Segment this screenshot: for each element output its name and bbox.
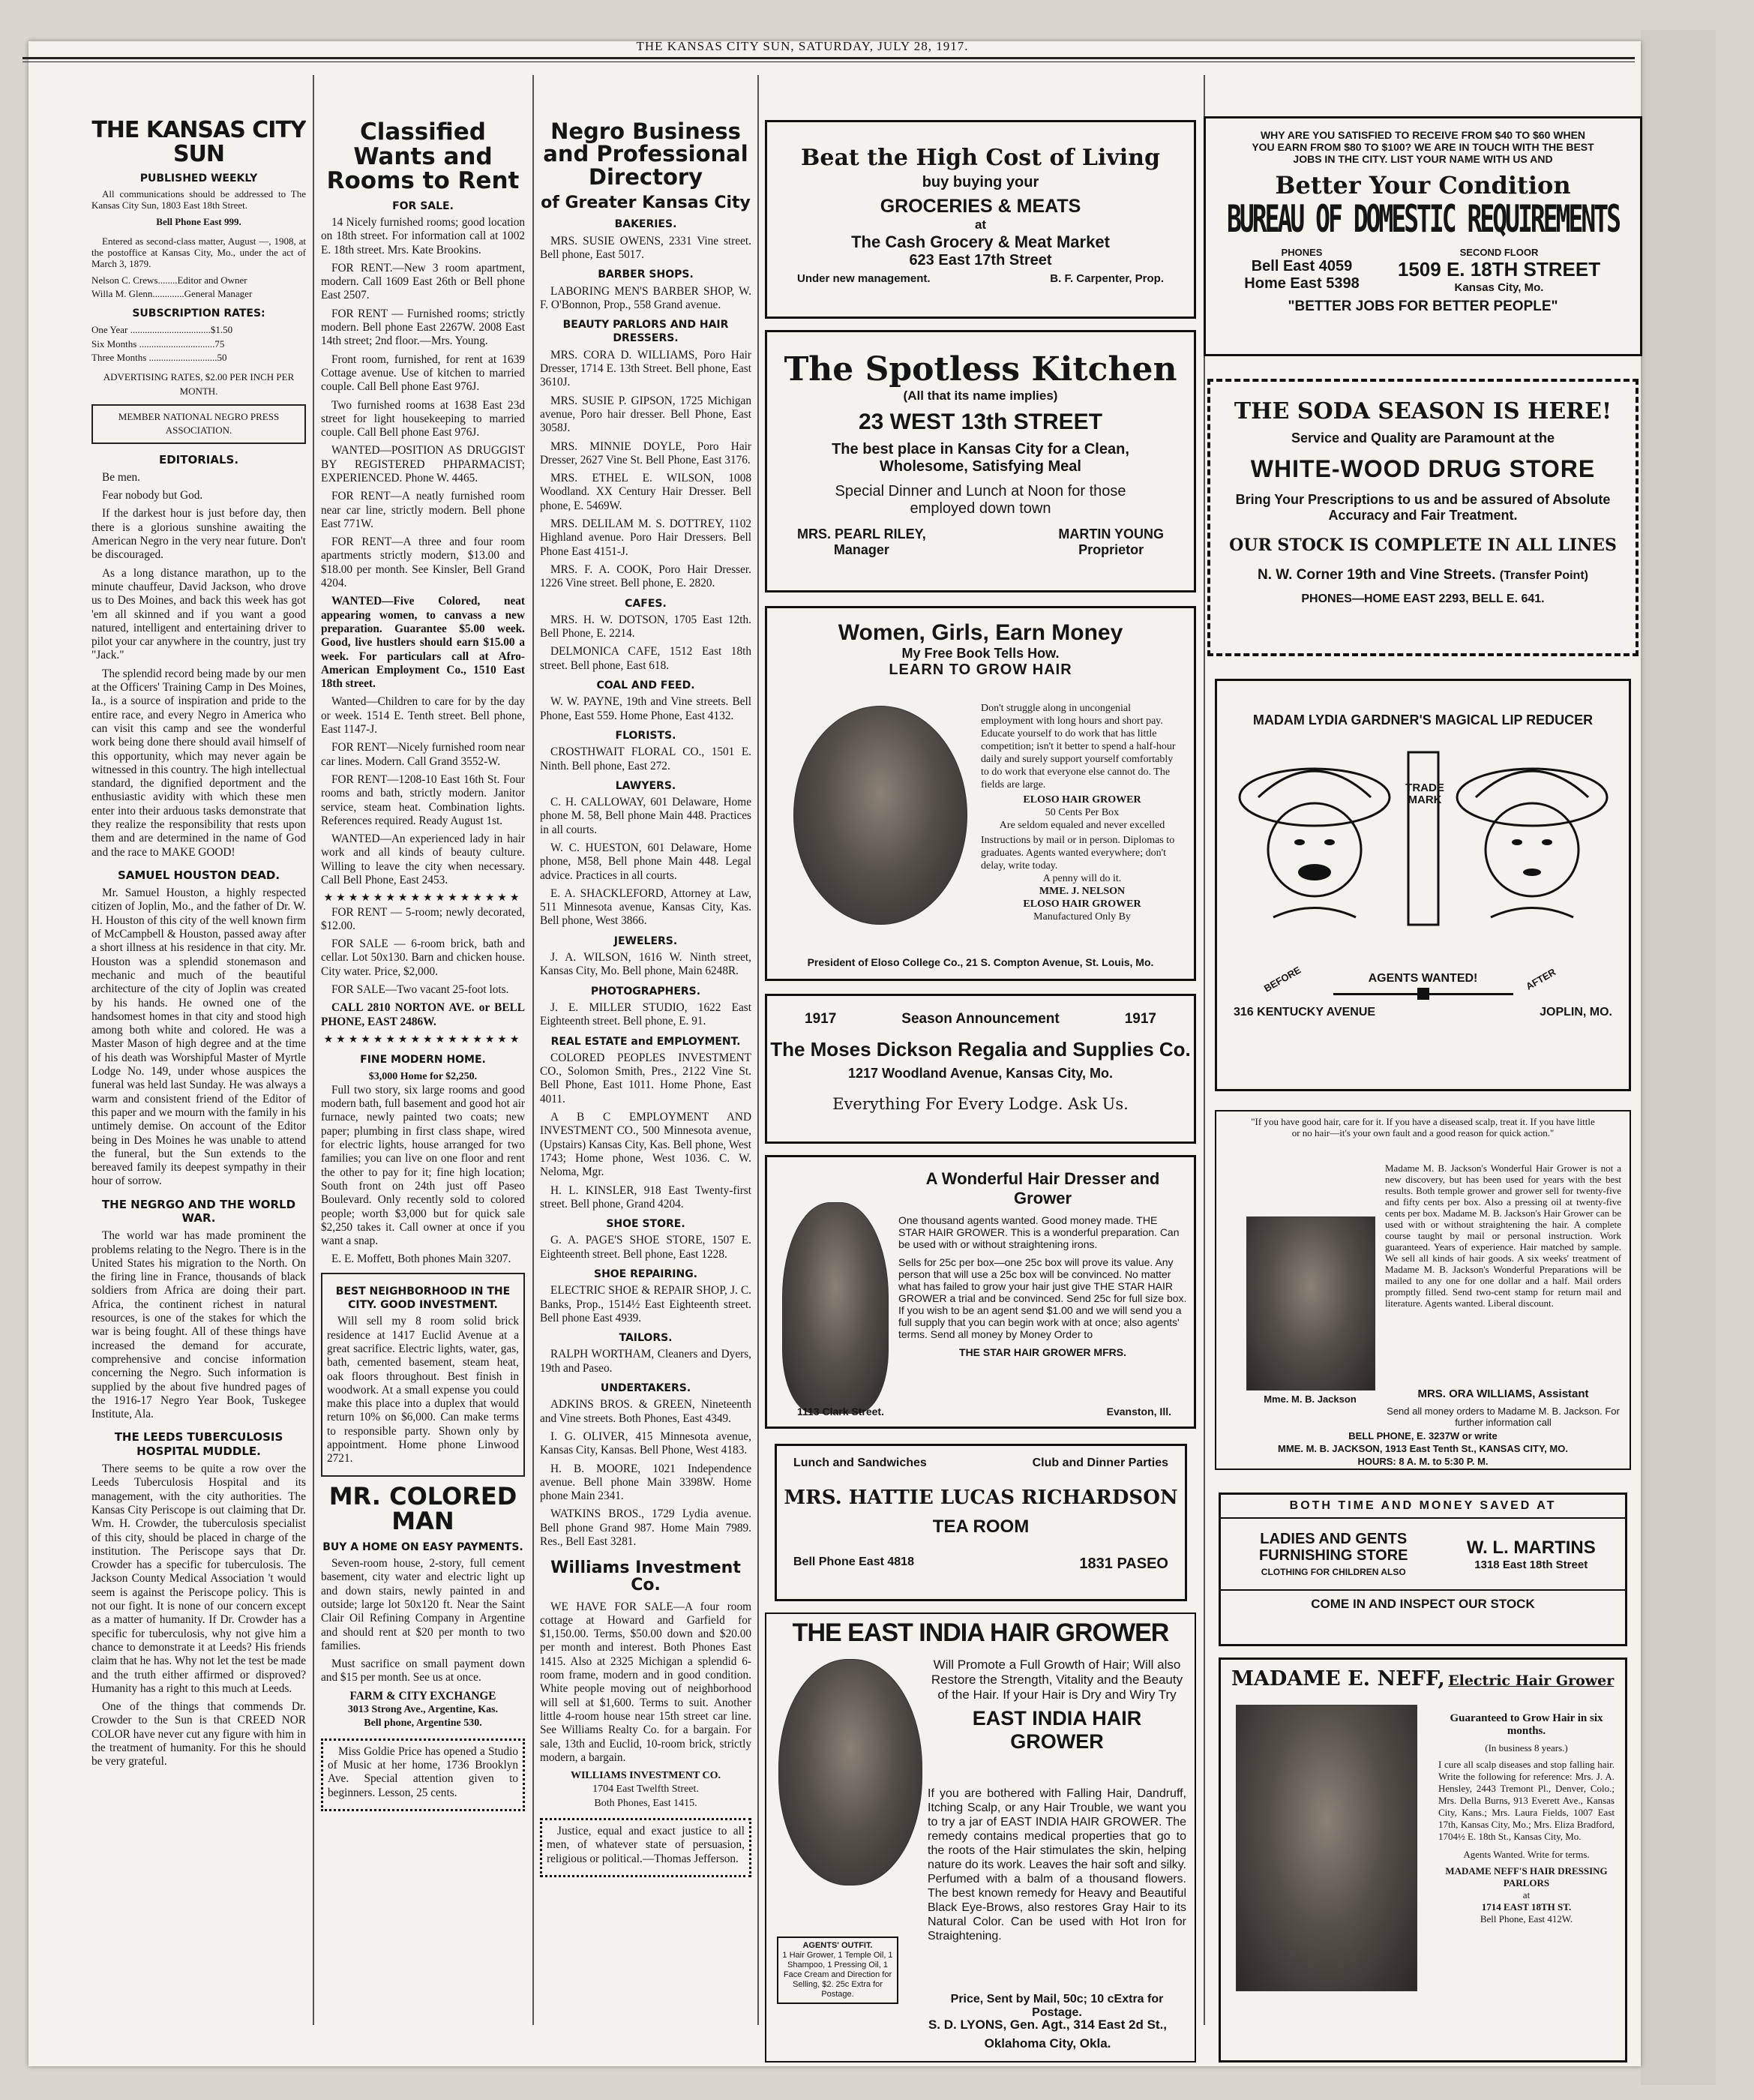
ad-text: Manager [833, 542, 889, 557]
ad-text: 316 KENTUCKY AVENUE [1234, 1006, 1376, 1018]
directory-title: Negro Business and Professional Directory [543, 118, 748, 190]
ad-text: 1509 E. 18TH STREET [1397, 258, 1601, 280]
directory-entry: MRS. ETHEL E. WILSON, 1008 Woodland. XX Century Hair Dresser. Bell phone, E. 5469W. [540, 472, 751, 512]
directory-entry: MRS. CORA D. WILLIAMS, Poro Hair Dresser, 1714 E. 13th Street. Bell phone, East 3610J. [540, 348, 751, 389]
bordered-ad: FOR SALE—Two vacant 25-foot lots. [331, 983, 509, 997]
ad-madame-neff [1219, 1658, 1627, 2062]
ad-title: The Spotless Kitchen [784, 350, 1177, 388]
before-face-icon [1240, 769, 1390, 917]
ad-text: MME. M. B. JACKSON, 1913 East Tenth St., KANSAS CITY, MO. [1278, 1443, 1568, 1454]
ad-text: The Cash Grocery & Meat Market [851, 232, 1110, 251]
ad-text: COME IN AND INSPECT OUR STOCK [1221, 1589, 1625, 1618]
trademark-frame [1408, 752, 1438, 925]
ad-text: Madame M. B. Jackson's Wonderful Hair Grower is not a new discovery, but has been used for years with the best results. Both temple grower and grower sell for twenty-five and fifty cents per box. Also a pressing oil at twenty-five cents per box. Madame M. B. Jackson's Hair Grower can be used with or without straightening the hair. A complete course taught by mail or personal instruction. Work guaranteed. Years of experience. Hair matched by sample. We sell all kinds of hair goods. A six weeks' treatment of Madame M. B. Jackson's Wonderful Preparations will be mailed to any one for one dollar and a half. Mail orders promptly filled. Send two-cent stamp for return mail and literature. Agents wanted. Liberal discount. [1385, 1162, 1621, 1309]
directory-entry: MRS. DELILAM M. S. DOTTREY, 1102 Highland avenue. Poro Hair Dressers. Bell Phone East 4151-J. [540, 518, 751, 558]
ad-text: CLOTHING FOR CHILDREN ALSO [1261, 1567, 1406, 1577]
ad-text: SECOND FLOOR [1459, 247, 1539, 258]
directory-entry: CROSTHWAIT FLORAL CO., 1501 E. Ninth. Bell phone, East 272. [540, 746, 751, 772]
ad-jackson-hair [1215, 1110, 1631, 1470]
ad-text: Everything For Every Lodge. Ask Us. [832, 1095, 1129, 1113]
editorials-heading: EDITORIALS. [158, 452, 239, 466]
ad-text: Instructions by mail or in person. Diplomas to graduates. Agents wanted everywhere; don't delay, write today. [981, 835, 1175, 872]
ad-text: MARTIN YOUNG [1058, 526, 1164, 542]
best-neighborhood-heading: BEST NEIGHBORHOOD IN THE CITY. GOOD INVESTMENT. [335, 1285, 511, 1312]
ad-text: 50 Cents Per Box [1045, 807, 1120, 818]
classified-ad: WANTED—Five Colored, neat appearing women, to canvass a new preparation. Guarantee $5.00 week. Good, live hustlers should earn $15.00 a week. For particulars call at Afro-American Employment Co., 1510 East 18th street. [321, 595, 525, 691]
ad-text: 1217 Woodland Avenue, Kansas City, Mo. [847, 1066, 1114, 1081]
directory-entry: MRS. H. W. DOTSON, 1705 East 12th. Bell Phone, E. 2214. [540, 613, 751, 640]
ad-text: MRS. ORA WILLIAMS, Assistant [1417, 1388, 1589, 1400]
ad-text: If you are bothered with Falling Hair, Dandruff, Itching Scalp, or any Hair Trouble, we want you to try a jar of EAST INDIA HAIR GROWER. The remedy contains medical properties that go to the roots of the Hair stimulates the skin, helping nature do its work. Leaves the hair soft and silky. Perfumed with a balm of a thousand flowers. The best known remedy for Heavy and Beautiful Black Eye-Brows, also restores Gray Hair to its Natural Color. Can be used with Hot Iron for Straightening. [928, 1787, 1186, 1942]
divider-ornament [1333, 993, 1513, 995]
ad-text: Price, Sent by Mail, 50c; 10 cExtra for Postage. [950, 1993, 1164, 2019]
ad-text: WHY ARE YOU SATISFIED TO RECEIVE FROM $40 TO $60 WHEN YOU EARN FROM $80 TO $100? WE ARE IN TOUCH WITH THE BEST JOBS IN THE CITY. LIST YOUR NAME WITH US AND [1252, 129, 1594, 165]
ad-text: Agents Wanted. Write for terms. [1463, 1849, 1590, 1860]
ad-text: Special Dinner and Lunch at Noon for those employed down town [835, 483, 1126, 517]
hair-model-photo [782, 1202, 889, 1414]
ad-bureau-domestic [1204, 116, 1642, 356]
section-bakeries: BAKERIES. [614, 218, 677, 231]
classified-ad: Front room, furnished, for rent at 1639 Cottage avenue. Use of kitchen to married couple. Call Bell phone East 976J. [321, 352, 525, 394]
ad-text: (Transfer Point) [1499, 569, 1588, 582]
entered-note: Entered as second-class matter, August —, 1908, at the postoffice at Kansas City, Mo., under the act of March 3, 1879. [91, 235, 306, 269]
williams-addr: 1704 East Twelfth Street. [592, 1784, 699, 1796]
column-rule [757, 75, 759, 2025]
ad-title: MRS. HATTIE LUCAS RICHARDSON [784, 1486, 1178, 1509]
ad-tea-room [775, 1444, 1187, 1601]
fine-home-sign: E. E. Moffett, Both phones Main 3207. [331, 1252, 511, 1266]
colored-man-text-2: Must sacrifice on small payment down and $15 per month. See us at once. [321, 1658, 525, 1684]
column-directory [540, 74, 751, 2016]
leeds-heading: THE LEEDS TUBERCULOSIS HOSPITAL MUDDLE. [114, 1430, 283, 1458]
masthead-rule [22, 57, 1635, 59]
directory-entry: E. A. SHACKLEFORD, Attorney at Law, 511 Minnesota avenue, Kansas City, Kas. Bell phone, West 3866. [540, 886, 751, 928]
directory-entry: A B C EMPLOYMENT AND INVESTMENT CO., 500 Minnesota avenue, (Upstairs) Kansas City, Kas. Bell phone, West 1743; Home phone, West 1036. C. W. Neloma, Mgr. [540, 1111, 751, 1179]
section-real-estate: REAL ESTATE and EMPLOYMENT. [550, 1035, 741, 1048]
classified-ad: WANTED—An experienced lady in hair work and all kinds of beauty culture. Willing to leave the city when necessary. Call Bell Phone, East 2453. [321, 832, 525, 886]
ad-text: (In business 8 years.) [1485, 1742, 1568, 1754]
ad-title: THE EAST INDIA HAIR GROWER [792, 1618, 1169, 1647]
directory-entry: J. E. MILLER STUDIO, 1622 East Eighteenth street. Bell phone, E. 91. [540, 1000, 751, 1028]
leeds-article-2: One of the things that commends Dr. Crowder to the Sun is that CREED NOR COLOR have never cut any figure with him in the treatment of humanity. For this he should be very grateful. [91, 1700, 306, 1768]
ad-text: Home East 5398 [1244, 275, 1360, 292]
ad-text: LADIES AND GENTS FURNISHING STORE [1258, 1531, 1408, 1564]
directory-entry: MRS. SUSIE P. GIPSON, 1725 Michigan avenue, Poro hair dresser. Bell Phone, East 3058J. [540, 394, 751, 435]
rate-one-year: One Year .................................$1.50 [91, 324, 233, 336]
ad-title: Beat the High Cost of Living [801, 145, 1160, 171]
classified-ad: FOR RENT—Nicely furnished room near car lines. Modern. Call Grand 3552-W. [321, 741, 525, 768]
ad-east-india [765, 1612, 1196, 2062]
ad-title: THE SODA SEASON IS HERE! [1234, 398, 1612, 424]
ad-text: President of Eloso College Co., 21 S. Compton Avenue, St. Louis, Mo. [807, 956, 1154, 968]
farm-exchange-phone: Bell phone, Argentine 530. [364, 1718, 482, 1730]
ad-text: THE STAR HAIR GROWER MFRS. [959, 1346, 1126, 1358]
ad-text: PHONES [1281, 247, 1323, 258]
ad-lip-reducer [1215, 679, 1631, 1091]
ad-text: "BETTER JOBS FOR BETTER PEOPLE" [1288, 298, 1558, 314]
directory-entry: ELECTRIC SHOE & REPAIR SHOP, J. C. Banks, Prop., 1514½ East Eighteenth street. Bell phone East 4939. [540, 1284, 751, 1324]
star-border: ★★★★★★★★★★★★★★★★ [323, 1034, 523, 1046]
ad-text: I cure all scalp diseases and stop falling hair. Write the following for reference: Mrs. J. A. Hensley, 2443 Tremont Pl., Denver, Colo.; Mrs. Della Burns, 913 Everett Ave., Kansas City, Kans.; Mrs. Laura Fields, 1007 East 17th, Kansas City, Mo.; Mrs. Eliza Bradford, 1704½ E. 18th St., Kansas City, Mo. [1438, 1759, 1615, 1842]
ad-text: 623 East 17th Street [909, 252, 1052, 268]
bordered-ad: CALL 2810 NORTON AVE. or BELL PHONE, EAST 2486W. [321, 1001, 525, 1028]
section-jewelers: JEWELERS. [613, 934, 678, 947]
ad-text: Club and Dinner Parties [1032, 1456, 1168, 1469]
ad-text: MRS. PEARL RILEY, [797, 526, 926, 542]
ad-moses-dickson [765, 994, 1196, 1144]
section-barber: BARBER SHOPS. [598, 268, 694, 281]
section-photographers: PHOTOGRAPHERS. [590, 985, 701, 998]
section-florists: FLORISTS. [615, 729, 676, 742]
ad-white-wood-drug [1207, 379, 1639, 656]
colored-man-text: Seven-room house, 2-story, full cement basement, city water and electric light up and down stairs, newly painted in and outside; large lot 50x120 ft. Near the Saint Clair Oil Refining Company in Argentine and should rent at $20 per month to two families. [321, 1557, 525, 1652]
directory-entry: I. G. OLIVER, 415 Minnesota avenue, Kansas City, Kansas. Bell Phone, West 4183. [540, 1430, 751, 1457]
ad-text: WHITE-WOOD DRUG STORE [1250, 455, 1596, 482]
ad-text: A penny will do it. [1042, 873, 1122, 884]
address-note: All communications should be addressed to The Kansas City Sun, 1803 East 18th Street. [91, 188, 306, 212]
paper-title: THE KANSAS CITY SUN [91, 117, 306, 167]
ad-text: W. L. MARTINS [1466, 1537, 1596, 1558]
ad-text: S. D. LYONS, Gen. Agt., 314 East 2d St., [928, 2018, 1168, 2032]
war-article: The world war has made prominent the problems relating to the Negro. There is in the United States his migration to the North. On the firing line in France, thousands of black soldiers from Africa are doing their part. Africa, the continent richest in natural resources, is one of the stakes for which the war is being fought. All of these things have increased the demand for accurate, comprehensive and concise information concerning the Negro. Such information is supplied by the about five hundred pages of the 1916-17 Negro Year Book, Tuskegee Institute, Ala. [91, 1229, 306, 1421]
colored-man-heading: MR. COLORED MAN [328, 1481, 517, 1536]
directory-entry: COLORED PEOPLES INVESTMENT CO., Solomon Smith, Pres., 2122 Vine St. Bell Phone, East 1011. Home Phone, East 4011. [540, 1051, 751, 1106]
ad-text: B. F. Carpenter, Prop. [1050, 272, 1164, 285]
ad-text: at [1522, 1889, 1531, 1900]
williams-phone: Both Phones, East 1415. [594, 1797, 697, 1809]
rate-three-months: Three Months ............................50 [91, 352, 227, 364]
ad-text: EAST INDIA HAIR GROWER [972, 1707, 1142, 1753]
ad-text: GROCERIES & MEATS [880, 196, 1081, 217]
directory-entry: LABORING MEN'S BARBER SHOP, W. F. O'Bonnon, Prop., 558 Grand avenue. [540, 284, 751, 311]
ad-text: 1917 [1124, 1011, 1156, 1027]
ad-text: Lunch and Sandwiches [793, 1456, 927, 1469]
classified-ad: FOR RENT.—New 3 room apartment, modern. Call 1609 East 26th or Bell phone East 2507. [321, 261, 525, 302]
ad-text: Service and Quality are Paramount at the [1291, 430, 1555, 446]
masthead: THE KANSAS CITY SUN, SATURDAY, JULY 28, 1917. [636, 39, 969, 53]
directory-entry: W. W. PAYNE, 19th and Vine streets. Bell Phone, East 559. Home Phone, East 4132. [540, 695, 751, 722]
directory-entry: C. H. CALLOWAY, 601 Delaware, Home phone M. 58, Bell phone Main 448. Practices in all courts. [540, 796, 751, 836]
ad-text: The best place in Kansas City for a Clean, Wholesome, Satisfying Meal [832, 441, 1129, 475]
section-cafes: CAFES. [625, 597, 667, 610]
ad-text: TEA ROOM [932, 1516, 1030, 1537]
ad-title: MADAME E. NEFF, [1231, 1667, 1445, 1690]
column-rule [532, 75, 534, 2025]
directory-entry: H. B. MOORE, 1021 Independence avenue. Bell phone Main 3398W. Home phone Main 2341. [540, 1462, 751, 1503]
staff-editor: Nelson C. Crews........Editor and Owner [91, 274, 247, 286]
classified-ad: FOR RENT—A three and four room apartments strictly modern, $13.00 and $18.00 per month. See Kinsler, Bell Grand 4204. [321, 536, 525, 590]
ad-text: TRADE MARK [1405, 782, 1444, 806]
ad-text: 23 WEST 13th STREET [858, 410, 1103, 434]
star-border: ★★★★★★★★★★★★★★★★ [323, 892, 523, 904]
ad-text: AGENTS' OUTFIT. [802, 1941, 873, 1950]
ad-title: MADAM LYDIA GARDNER'S MAGICAL LIP REDUCER [1252, 712, 1594, 728]
classified-ad: FOR RENT—A neatly furnished room near car line, strictly modern. Bell phone East 771W. [321, 490, 525, 530]
ad-text: AGENTS WANTED! [1368, 972, 1478, 985]
nelson-portrait [793, 706, 967, 925]
directory-subtitle: of Greater Kansas City [541, 194, 751, 213]
before-after-illustration [1228, 737, 1618, 962]
published-weekly: PUBLISHED WEEKLY [139, 172, 258, 184]
ad-text: Guaranteed to Grow Hair in six months. [1450, 1712, 1603, 1737]
ad-title: The Moses Dickson Regalia and Supplies Co. [770, 1038, 1191, 1060]
ad-text: Under new management. [797, 272, 931, 285]
ad-text: buy buying your [922, 174, 1039, 190]
editorial-paragraph: If the darkest hour is just before day, then there is a glorious sunshine awaiting the American Negro in the very near future. Don't be discouraged. [91, 507, 306, 562]
classified-ad: Wanted—Children to care for by the day or week. 1514 E. Tenth street. Bell phone, East 1147-J. [321, 695, 525, 736]
editorial-paragraph: As a long distance marathon, up to the minute chauffeur, David Jackson, who drove us to Des Moines, and back this week has got 'em all skinned and if you want a good natured, intelligent and entertaining driver to pilot your car anywhere in the country, just try "Jack." [91, 566, 306, 662]
ad-text: Bell Phone East 4818 [793, 1556, 914, 1568]
directory-entry: MRS. F. A. COOK, Poro Hair Dresser. 1226 Vine street. Bell phone, E. 2820. [540, 562, 751, 590]
ad-text: PHONES—HOME EAST 2293, BELL E. 641. [1301, 592, 1545, 605]
bordered-ad: FOR RENT — 5-room; newly decorated, $12.00. [321, 905, 525, 932]
ad-text: AFTER [1524, 966, 1558, 992]
ad-text: Bring Your Prescriptions to us and be assured of Absolute Accuracy and Fair Treatment. [1235, 492, 1611, 523]
ad-text: 1 Hair Grower, 1 Temple Oil, 1 Shampoo, 1 Pressing Oil, 1 Face Cream and Direction for Selling, $2. 25c Extra for Postage. [782, 1951, 893, 1999]
directory-entry: RALPH WORTHAM, Cleaners and Dyers, 19th and Paseo. [540, 1348, 751, 1375]
advertising-rates: ADVERTISING RATES, $2.00 PER INCH PER MONTH. [103, 371, 295, 397]
ad-text: BUREAU OF DOMESTIC REQUIREMENTS [1227, 196, 1619, 241]
section-shoe-repair: SHOE REPAIRING. [593, 1268, 698, 1280]
ad-text: 1714 EAST 18TH ST. [1481, 1901, 1572, 1912]
ad-text: MADAME NEFF'S HAIR DRESSING PARLORS [1445, 1865, 1608, 1888]
ad-text: Don't struggle along in uncongenial employment with long hours and short pay. Educate yourself to do work that has little competition; isn't it better to spend a half-hour daily and surely support yourself comfortably to do work that everyone else cannot do. The fields are large. [981, 703, 1176, 790]
for-sale-heading: FOR SALE. [392, 200, 454, 212]
bordered-ad: FOR SALE — 6-room brick, bath and cellar. Lot 50x130. Barn and chicken house. City water. Price, $2,000. [321, 938, 525, 978]
ad-text: 1113 Clark Street. [797, 1406, 884, 1418]
editorial-paragraph: Be men. [102, 470, 140, 484]
section-beauty: BEAUTY PARLORS AND HAIR DRESSERS. [562, 319, 729, 345]
ad-text: OUR STOCK IS COMPLETE IN ALL LINES [1229, 536, 1617, 555]
ad-text: HOURS: 8 A. M. to 5:30 P. M. [1357, 1456, 1489, 1467]
directory-entry: DELMONICA CAFE, 1512 East 18th street. Bell phone, East 618. [540, 645, 751, 672]
directory-entry: WATKINS BROS., 1729 Lydia avenue. Bell phone Grand 987. Home Main 7989. Res., Bell East 3281. [540, 1508, 751, 1549]
section-undertakers: UNDERTAKERS. [600, 1382, 691, 1395]
subscription-rates-heading: SUBSCRIPTION RATES: [132, 308, 265, 320]
ad-text: My Free Book Tells How. [901, 646, 1060, 661]
page-spine [1641, 30, 1716, 2085]
directory-entry: H. L. KINSLER, 918 East Twenty-first street. Bell phone, Grand 4204. [540, 1184, 751, 1210]
ad-text: Evanston, Ill. [1106, 1406, 1171, 1418]
ad-spotless-kitchen [765, 330, 1196, 592]
directory-entry: W. C. HUESTON, 601 Delaware, Home phone, M58, Bell phone Main 448. Legal advice. Practices in all courts. [540, 841, 751, 882]
ad-text: ELOSO HAIR GROWER [1023, 794, 1141, 806]
directory-entry: G. A. PAGE'S SHOE STORE, 1507 E. Eighteenth street. Bell phone, East 1228. [540, 1234, 751, 1261]
ad-text: Kansas City, Mo. [1454, 281, 1544, 294]
ad-text: at [974, 218, 987, 232]
ad-text: Mme. M. B. Jackson [1264, 1394, 1357, 1405]
staff-manager: Willa M. Glenn.............General Manager [91, 287, 253, 299]
ad-text: Electric Hair Grower [1448, 1672, 1615, 1689]
classified-ad: FOR RENT — Furnished rooms; strictly modern. Bell phone East 2267W. 2008 East 14th street; 2nd floor.—Mrs. Young. [321, 307, 525, 348]
ad-text: Manufactured Only By [1033, 911, 1131, 922]
classified-ad: FOR RENT—1208-10 East 16th St. Four rooms and bath, strictly modern. Janitor service, steam heat. Combination lights. References required. Ready August 1st. [321, 772, 525, 827]
classified-ad: 14 Nicely furnished rooms; good location on 18th street. For information call at 1002 E. 18th street. Mrs. Kate Brookins. [321, 215, 525, 256]
ad-text: Send all money orders to Madame M. B. Jackson. For further information call [1387, 1406, 1620, 1428]
colored-man-sub: BUY A HOME ON EASY PAYMENTS. [322, 1540, 523, 1553]
section-tailors: TAILORS. [619, 1332, 673, 1345]
member-box: MEMBER NATIONAL NEGRO PRESS ASSOCIATION. [91, 404, 306, 444]
ad-text: Will Promote a Full Growth of Hair; Will also Restore the Strength, Vitality and the Beauty of the Hair. If your Hair is Dry and Wiry Try [931, 1658, 1183, 1702]
classified-title: Classified Wants and Rooms to Rent [326, 118, 520, 195]
ad-text: 1831 PASEO [1079, 1556, 1168, 1572]
directory-entry: MRS. SUSIE OWENS, 2331 Vine street. Bell phone, East 5017. [540, 234, 751, 261]
ad-text: Season Announcement [901, 1011, 1060, 1027]
ad-text: LEARN TO GROW HAIR [889, 662, 1072, 678]
ad-text: ELOSO HAIR GROWER [1023, 898, 1141, 910]
ad-text: 1318 East 18th Street [1474, 1558, 1588, 1571]
section-shoe-store: SHOE STORE. [606, 1218, 685, 1231]
houston-article: Mr. Samuel Houston, a highly respected citizen of Joplin, Mo., and the father of Dr. W. H. Houston of this city of the well known firm of McCampbell & Houston, passed away after a short illness at his residence in that city. Mr. Houston was a splendid stonemason and mechanic and much of the beautiful architecture of the city of Joplin was created by his hands. He owned one of the handsomest homes in that city and stood high among both white and colored. He was a Master Mason of high degree and at the time of his death was Worshipful Master of Myrtle Lodge No. 149, under whose auspices the funeral was held last Sunday. He was always a warm and consistent friend of the Editor of this paper and we mourn with the family in his untimely demise. On account of the Editor being in Des Moines he was unable to attend the funeral, but the Sun extends to the bereaved family its deepest sympathy in their hour of sorrow. [91, 886, 306, 1188]
ad-text: N. W. Corner 19th and Vine Streets. [1258, 567, 1496, 583]
rate-six-months: Six Months ...............................75 [91, 338, 225, 350]
fine-home-heading: FINE MODERN HOME. [360, 1054, 486, 1066]
ad-eloso-hair [765, 606, 1196, 981]
ad-text: Bell East 4059 [1251, 258, 1353, 274]
ad-text: "If you have good hair, care for it. If you have a diseased scalp, treat it. If you have little or no hair—it's your own fault and a good reason for quick action." [1251, 1116, 1595, 1138]
williams-name: WILLIAMS INVESTMENT CO. [570, 1770, 721, 1782]
ad-text: One thousand agents wanted. Good money made. THE STAR HAIR GROWER. This is a wonderful preparation. Can be used with or without straightening irons. [898, 1214, 1180, 1250]
section-coal: COAL AND FEED. [596, 680, 695, 692]
section-lawyers: LAWYERS. [615, 779, 676, 792]
ad-title: A Wonderful Hair Dresser and Grower [925, 1169, 1160, 1208]
ad-title: Better Your Condition [1275, 171, 1571, 200]
classified-ad: WANTED—POSITION AS DRUGGIST BY REGISTERED PHPARMACIST; EXPERIENCED. Phone W. 4465. [321, 444, 525, 484]
ad-text: BELL PHONE, E. 3237W or write [1348, 1430, 1498, 1442]
column-rule [313, 75, 314, 2025]
goldie-price-notice: Miss Goldie Price has opened a Studio of Music at her home, 1736 Brooklyn Ave. Special attention given to beginners. Lesson, 25 cents. [328, 1744, 518, 1799]
classified-ad: Two furnished rooms at 1638 East 23d street for light housekeeping to married couple. Call Bell phone East 976J. [321, 398, 525, 440]
directory-entry: MRS. MINNIE DOYLE, Poro Hair Dresser, 2627 Vine St. Bell Phone, East 3176. [540, 440, 751, 466]
jackson-portrait [1246, 1216, 1375, 1390]
ad-text: JOPLIN, MO. [1540, 1006, 1612, 1018]
directory-entry: ADKINS BROS. & GREEN, Nineteenth and Vine streets. Both Phones, East 4349. [540, 1398, 751, 1425]
ad-text: MME. J. NELSON [1039, 886, 1126, 897]
column-rule [1204, 75, 1205, 2025]
fine-home-text: Full two story, six large rooms and good modern bath, full basement and good hot air furnace, newly painted two coats; new paper; plumbing in first class shape, wired for electric lights, house arranged for two families; you can live on one floor and rent the other to pay for it; fine high location; South front on 24th just off Paseo Boulevard. Only recently sold to colored people; worth $3,000 but for quick sale $2,250 takes it. Call owner at once if you want a snap. [321, 1083, 525, 1248]
editorial-paragraph: Fear nobody but God. [102, 489, 203, 502]
ad-text: 1917 [805, 1011, 837, 1027]
war-heading: THE NEGRGO AND THE WORLD WAR. [101, 1197, 296, 1225]
ad-text: Oklahoma City, Okla. [984, 2036, 1111, 2050]
column-editorial [91, 74, 306, 2016]
farm-exchange: FARM & CITY EXCHANGE [349, 1689, 496, 1702]
ad-text: Bell Phone, East 412W. [1480, 1913, 1573, 1924]
ad-title: Women, Girls, Earn Money [838, 620, 1123, 645]
ad-text: Sells for 25c per box—one 25c box will prove its value. Any person that will use a 25c box will be convinced. No matter what has failed to grow your hair just give THE STAR HAIR GROWER a trial and be convinced. Send 25c for full size box. If you wish to be an agent send $1.00 and we will send you a full supply that you can begin work with at once; also agents' terms. Send all money by Money Order to [898, 1256, 1187, 1340]
ad-martins-store [1219, 1492, 1627, 1646]
williams-investment-heading: Williams Investment Co. [550, 1558, 741, 1595]
east-india-model-photo [778, 1659, 922, 1886]
farm-exchange-addr: 3013 Strong Ave., Argentine, Kas. [347, 1704, 499, 1716]
ad-text: Are seldom equaled and never excelled [999, 820, 1165, 831]
editorial-paragraph: The splendid record being made by our men at the Officers' Training Camp in Des Moines, Ia., is a source of inspiration and pride to the entire race, and every Negro in America who can visit this camp and see the wonderful work being done there should avail himself of this opportunity, which may never again be witnessed in this country. The high intellectual standard, the dignified deportment and the enthusiastic avidity with which these men enter into their arduous tasks demonstrate that they realize the responsibility that rests upon them and are determined in the name of God and the race to MAKE GOOD! [91, 667, 306, 859]
ad-star-hair-grower [765, 1155, 1196, 1429]
leeds-article: There seems to be quite a row over the Leeds Tuberculosis Hospital and its management, with the city authorities. The Kansas City Periscope is out claiming that Dr. Wm. H. Crowder, the tuberculosis specialist of this city, should be placed in charge of the institution. The Periscope says that Dr. Crowder has a specific for tuberculosis. The Jackson County Medical Association 't would seem is against the Periscope policy. This is not our fight. It is none of our concern except as a matter of humanity. If Dr. Crowder has a specific for tuberculosis, why not give him a chance to demonstrate it at Leeds? His friends claim that he has. Why not let the test be made and the truth either affirmed or disproved? Humanity has a right to this much at Leeds. [91, 1462, 306, 1695]
ad-text: BOTH TIME AND MONEY SAVED AT [1221, 1495, 1625, 1519]
ad-text: (All that its name implies) [903, 388, 1058, 403]
ad-text: BEFORE [1261, 964, 1303, 994]
phone-note: Bell Phone East 999. [156, 216, 241, 228]
best-neighborhood-text: Will sell my 8 room solid brick residence at 1417 Euclid Avenue at a great sacrifice. Electric lights, water, gas, bath, cemented basement, steam heat, oak floors throughout. Best finish in woodwork. At a small expense you could make this place into a duplex that would return 10% on $6,000. Can make terms to responsible party. Shown only by appointment. Home phone Linwood 2721. [327, 1315, 519, 1466]
ad-text: Proprietor [1078, 542, 1144, 557]
after-face-icon [1457, 769, 1607, 917]
jefferson-quote: Justice, equal and exact justice to all men, of whatever state of persuasion, religious or political.—Thomas Jefferson. [547, 1824, 745, 1865]
williams-investment-text: WE HAVE FOR SALE—A four room cottage at Howard and Garfield for $1,150.00. Terms, $50.00 down and $20.00 per month and interest. Both Phones East 1415. Also at 2325 Michigan a splendid 6-room frame, modern and in good condition. White people moving out of neighborhood will sell at $1,600. Terms to suit. Another little 4-room house near 15th street car line. See Williams Realty Co. for a bargain. For sale, 13th and Euclid, 10-room brick, strictly modern, a bargain. [540, 1600, 751, 1764]
ad-cash-grocery [765, 120, 1196, 319]
column-classified [321, 74, 525, 2016]
directory-entry: J. A. WILSON, 1616 W. Ninth street, Kansas City, Mo. Bell phone, Main 6248R. [540, 951, 751, 978]
neff-portrait [1236, 1705, 1417, 1991]
fine-home-sub: $3,000 Home for $2,250. [368, 1070, 478, 1082]
houston-heading: SAMUEL HOUSTON DEAD. [117, 868, 280, 882]
